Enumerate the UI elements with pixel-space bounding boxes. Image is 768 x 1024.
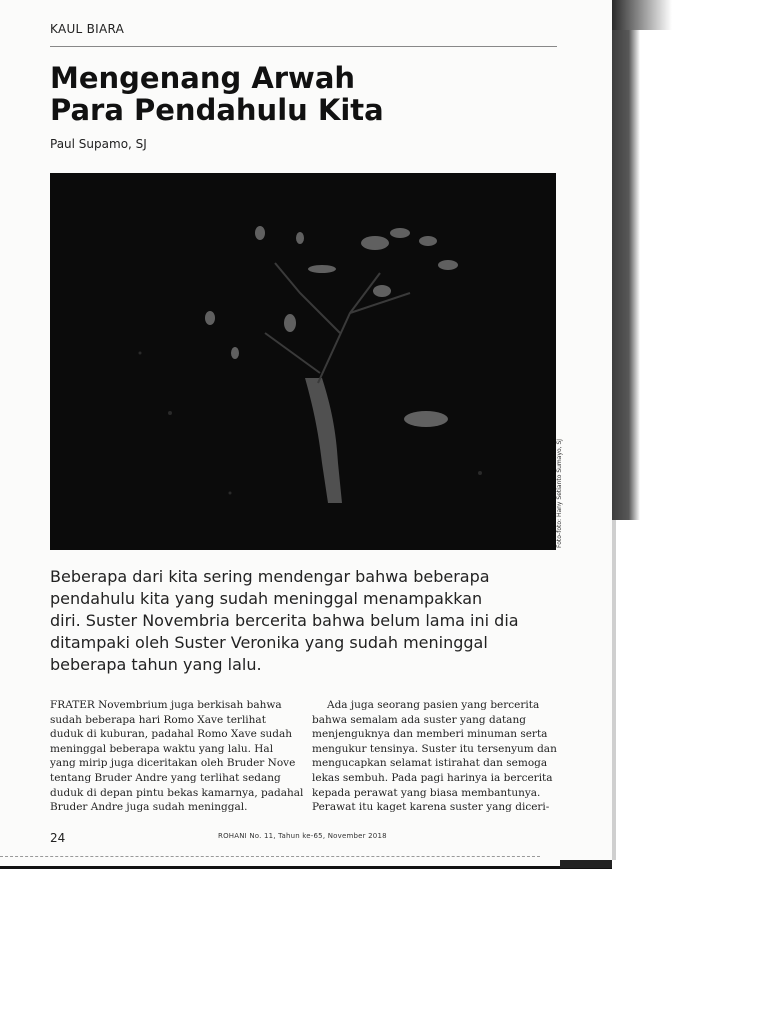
title-line-1: Mengenang Arwah (50, 61, 356, 95)
page-number: 24 (50, 831, 66, 845)
lead-line: pendahulu kita yang sudah meninggal menampakkan (50, 589, 483, 608)
scan-shadow-top (612, 0, 672, 30)
body-line: tentang Bruder Andre yang terlihat sedang (50, 771, 281, 784)
body-line: Ada juga seorang pasien yang bercerita (327, 699, 540, 711)
body-line: Bruder Andre juga sudah meninggal. (50, 801, 248, 814)
article-title (50, 62, 384, 126)
page-bottom-edge (0, 866, 612, 869)
lead-line: ditampaki oleh Suster Veronika yang sudah meninggal (50, 633, 488, 652)
body-line: sudah beberapa hari Romo Xave terlihat (50, 713, 266, 726)
section-label: KAUL BIARA (50, 22, 125, 36)
body-line: duduk di kuburan, padahal Romo Xave sudah (50, 728, 293, 741)
page-edge (612, 520, 616, 860)
lead-line: Beberapa dari kita sering mendengar bahwa beberapa (50, 567, 490, 586)
scan-margin (612, 0, 768, 1024)
body-column-left (50, 698, 304, 815)
lead-paragraph (50, 566, 560, 676)
tree-illustration (50, 173, 556, 550)
page-corner-shadow (560, 860, 612, 868)
lead-line: beberapa tahun yang lalu. (50, 655, 262, 674)
article-photo (50, 173, 556, 550)
lead-line: diri. Suster Novembria bercerita bahwa belum lama ini dia (50, 611, 519, 630)
photo-credit: Foto-foto: Hany Setianto Sumayo, SJ (556, 438, 563, 548)
publication-footer: ROHANI No. 11, Tahun ke-65, November 2018 (218, 832, 387, 840)
body-column-right (312, 698, 557, 815)
body-line: FRATER Novembrium juga berkisah bahwa (50, 699, 282, 711)
body-line: mengukur tensinya. Suster itu tersenyum dan (312, 742, 557, 755)
body-line: mengucapkan selamat istirahat dan semoga (312, 757, 548, 770)
author-byline: Paul Supamo, SJ (50, 137, 147, 151)
title-line-2: Para Pendahulu Kita (50, 93, 384, 127)
body-line: Perawat itu kaget karena suster yang diceri- (312, 801, 550, 814)
body-line: menjenguknya dan memberi minuman serta (312, 728, 548, 741)
scan-artifact-line (0, 856, 540, 857)
body-line: duduk di depan pintu bekas kamarnya, padahal (50, 786, 304, 799)
header-divider (50, 46, 557, 47)
body-line: lekas sembuh. Pada pagi harinya ia bercerita (312, 771, 553, 784)
body-line: kepada perawat yang biasa membantunya. (312, 786, 541, 799)
body-line: meninggal beberapa waktu yang lalu. Hal (50, 742, 274, 755)
body-line: bahwa semalam ada suster yang datang (312, 713, 526, 726)
body-line: yang mirip juga diceritakan oleh Bruder Nove (50, 757, 296, 770)
scan-shadow (612, 0, 640, 520)
